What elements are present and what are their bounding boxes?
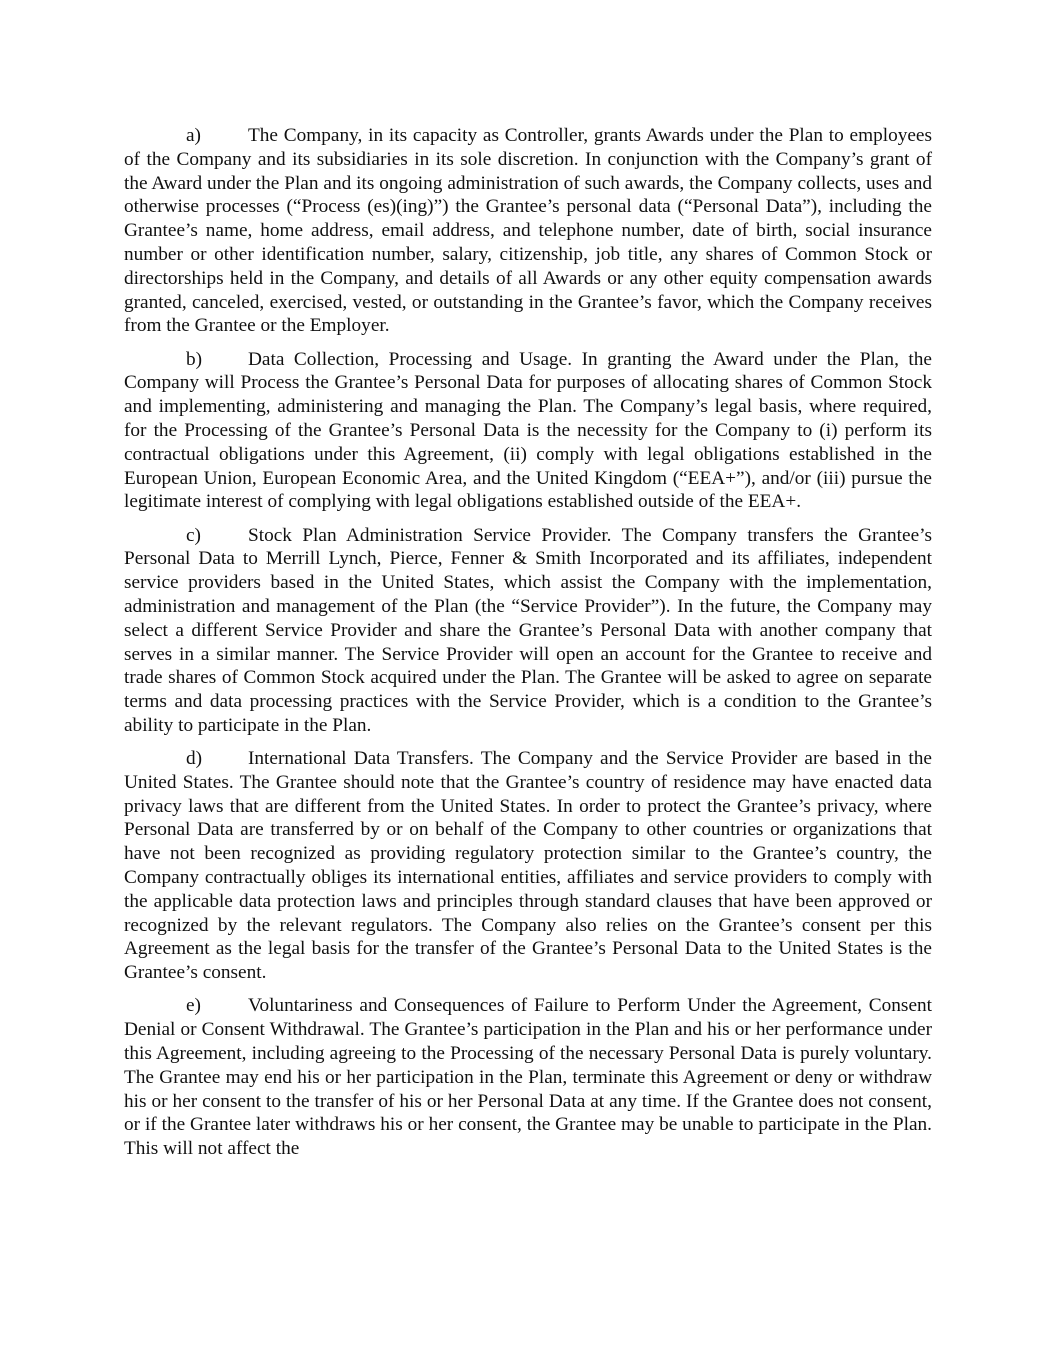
paragraph-text: Data Collection, Processing and Usage. In granting the Award under the Plan, the Company will Process the Grantee’s Personal Data for purposes of allocating shares of Common Stock and implementing, administering and managing the Plan. The Company’s legal basis, where required, for the Processing of the Grantee’s Personal Data is the necessity for the Company to (i) perform its contractual obligations under this Agreement, (ii) comply with legal obligations established in the European Union, European Economic Area, and the United Kingdom (“EEA+”), and/or (iii) pursue the legitimate interest of complying with legal obligations established outside of the EEA+. (124, 348, 932, 513)
document-page (124, 124, 932, 1170)
paragraph-text: The Company, in its capacity as Controller, grants Awards under the Plan to employees of the Company and its subsidiaries in its sole discretion. In conjunction with the Company’s grant of the Award under the Plan and its ongoing administration of such awards, the Company collects, uses and otherwise processes (“Process (es)(ing)”) the Grantee’s personal data (“Personal Data”), including the Grantee’s name, home address, email address, and telephone number, date of birth, social insurance number or other identification number, salary, citizenship, job title, any shares of Common Stock or directorships held in the Company, and details of all Awards or any other equity compensation awards granted, canceled, exercised, vested, or outstanding in the Grantee’s favor, which the Company receives from the Grantee or the Employer. (124, 125, 932, 337)
paragraph-label: b) (186, 348, 203, 370)
paragraph-label: c) (186, 524, 201, 546)
paragraph-text: Voluntariness and Consequences of Failure to Perform Under the Agreement, Consent Denial or Consent Withdrawal. The Grantee’s participation in the Plan and his or her performance under this Agreement, including agreeing to the Processing of the necessary Personal Data is purely voluntary. The Grantee may end his or her participation in the Plan, terminate this Agreement or deny or withdraw his or her consent to the transfer of his or her Personal Data at any time. If the Grantee does not consent, or if the Grantee later withdraws his or her consent, the Grantee may be unable to participate in the Plan. This will not affect the (124, 995, 932, 1160)
paragraph-b (124, 348, 932, 515)
paragraph-a (124, 124, 932, 338)
paragraph-label: a) (186, 125, 201, 146)
paragraph-label: d) (186, 748, 203, 770)
paragraph-text: Stock Plan Administration Service Provider. The Company transfers the Grantee’s Personal Data to Merrill Lynch, Pierce, Fenner & Smith Incorporated and its affiliates, independent service providers based in the United States, which assist the Company with the implementation, administration and management of the Plan (the “Service Provider”). In the future, the Company may select a different Service Provider and share the Grantee’s Personal Data with another company that serves in a similar manner. The Service Provider will open an account for the Grantee to receive and trade shares of Common Stock acquired under the Plan. The Grantee will be asked to agree on separate terms and data processing practices with the Service Provider, which is a condition to the Grantee’s ability to participate in the Plan. (124, 524, 932, 736)
paragraph-c (124, 524, 932, 738)
paragraph-label: e) (186, 995, 201, 1017)
paragraph-text: International Data Transfers. The Company and the Service Provider are based in the United States. The Grantee should note that the Grantee’s country of residence may have enacted data privacy laws that are different from the United States. In order to protect the Grantee’s privacy, where Personal Data are transferred by or on behalf of the Company to other countries or organizations that have not been recognized as providing regulatory protection similar to the Grantee’s country, the Company contractually obliges its international entities, affiliates and service providers to comply with the applicable data protection laws and principles through standard clauses that have been approved or recognized by the relevant regulators. The Company also relies on the Grantee’s consent per this Agreement as the legal basis for the transfer of the Grantee’s Personal Data to the United States is the Grantee’s consent. (124, 748, 932, 984)
paragraph-e (124, 994, 932, 1161)
paragraph-d (124, 747, 932, 985)
